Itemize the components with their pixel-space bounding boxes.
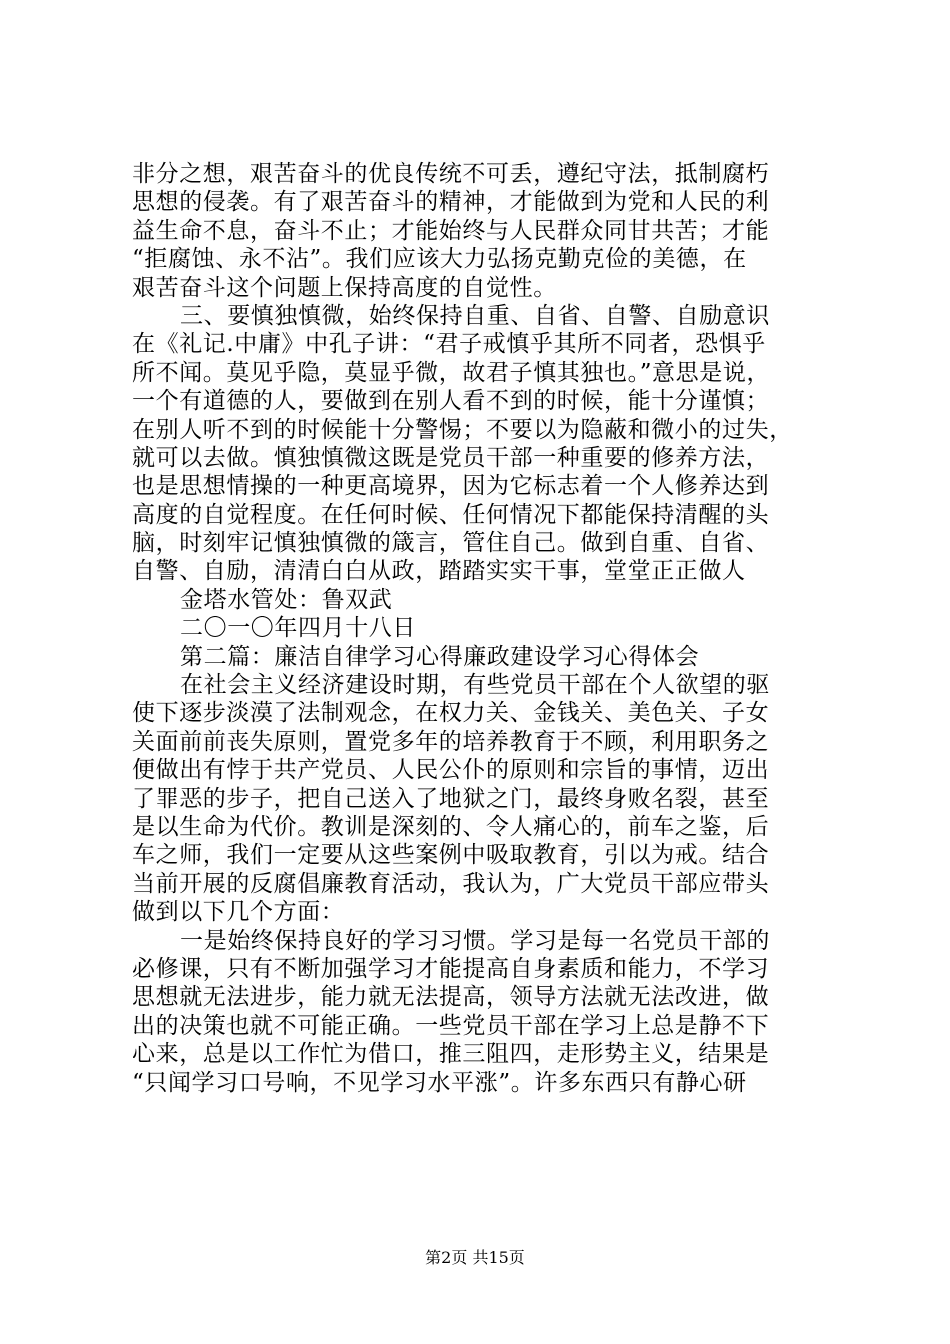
text-line: 金塔水管处：鲁双武 [180, 586, 393, 613]
text-line: 当前开展的反腐倡廉教育活动，我认为，广大党员干部应带头 [132, 870, 770, 897]
document-body [132, 160, 832, 1097]
text-line: 思想的侵袭。有了艰苦奋斗的精神，才能做到为党和人民的利 [132, 189, 770, 216]
text-line: 关面前前丧失原则，置党多年的培养教育于不顾，利用职务之 [132, 728, 770, 755]
text-line: “拒腐蚀、永不沾”。我们应该大力弘扬克勤克俭的美德，在 [132, 246, 747, 273]
text-line: 在社会主义经济建设时期，有些党员干部在个人欲望的驱 [180, 672, 770, 699]
text-line: 二〇一〇年四月十八日 [180, 615, 416, 642]
text-line: 在《礼记.中庸》中孔子讲：“君子戒慎乎其所不同者，恐惧乎 [132, 331, 766, 358]
text-line: 心来，总是以工作忙为借口，推三阻四，走形势主义，结果是 [132, 1041, 770, 1068]
text-line: 自警、自励，清清白白从政，踏踏实实干事，堂堂正正做人 [132, 558, 746, 585]
text-line: 车之师，我们一定要从这些案例中吸取教育，引以为戒。结合 [132, 842, 770, 869]
text-line: 艰苦奋斗这个问题上保持高度的自觉性。 [132, 274, 557, 301]
text-line: 做到以下几个方面： [132, 899, 345, 926]
text-line: 思想就无法进步，能力就无法提高，领导方法就无法改进，做 [132, 984, 770, 1011]
text-line: 三、要慎独慎微，始终保持自重、自省、自警、自励意识 [180, 302, 770, 329]
text-line: 所不闻。莫见乎隐，莫显乎微，故君子慎其独也。”意思是说， [132, 359, 771, 386]
text-line: 一是始终保持良好的学习习惯。学习是每一名党员干部的 [180, 927, 770, 954]
text-line: 就可以去做。慎独慎微这既是党员干部一种重要的修养方法， [132, 444, 770, 471]
text-line: 高度的自觉程度。在任何时候、任何情况下都能保持清醒的头 [132, 501, 770, 528]
text-line: 脑，时刻牢记慎独慎微的箴言，管住自己。做到自重、自省、 [132, 530, 770, 557]
text-line: 第二篇：廉洁自律学习心得廉政建设学习心得体会 [180, 643, 700, 670]
text-line: 出的决策也就不可能正确。一些党员干部在学习上总是静不下 [132, 1012, 770, 1039]
text-line: 便做出有悖于共产党员、人民公仆的原则和宗旨的事情，迈出 [132, 757, 770, 784]
text-line: 使下逐步淡漠了法制观念，在权力关、金钱关、美色关、子女 [132, 700, 770, 727]
text-line: 也是思想情操的一种更高境界，因为它标志着一个人修养达到 [132, 473, 770, 500]
text-line: “只闻学习口号响，不见学习水平涨”。许多东西只有静心研 [132, 1069, 747, 1096]
text-line: 益生命不息，奋斗不止；才能始终与人民群众同甘共苦；才能 [132, 217, 770, 244]
text-line: 在别人听不到的时候能十分警惕；不要以为隐蔽和微小的过失， [132, 416, 793, 443]
text-line: 一个有道德的人，要做到在别人看不到的时候，能十分谨慎； [132, 388, 770, 415]
text-line: 是以生命为代价。教训是深刻的、令人痛心的，前车之鉴，后 [132, 813, 770, 840]
page-footer: 第2页 共15页 [425, 1248, 525, 1267]
text-line: 了罪恶的步子，把自己送入了地狱之门，最终身败名裂，甚至 [132, 785, 770, 812]
text-line: 必修课，只有不断加强学习才能提高自身素质和能力，不学习 [132, 955, 770, 982]
text-line: 非分之想，艰苦奋斗的优良传统不可丢，遵纪守法，抵制腐朽 [132, 161, 770, 187]
